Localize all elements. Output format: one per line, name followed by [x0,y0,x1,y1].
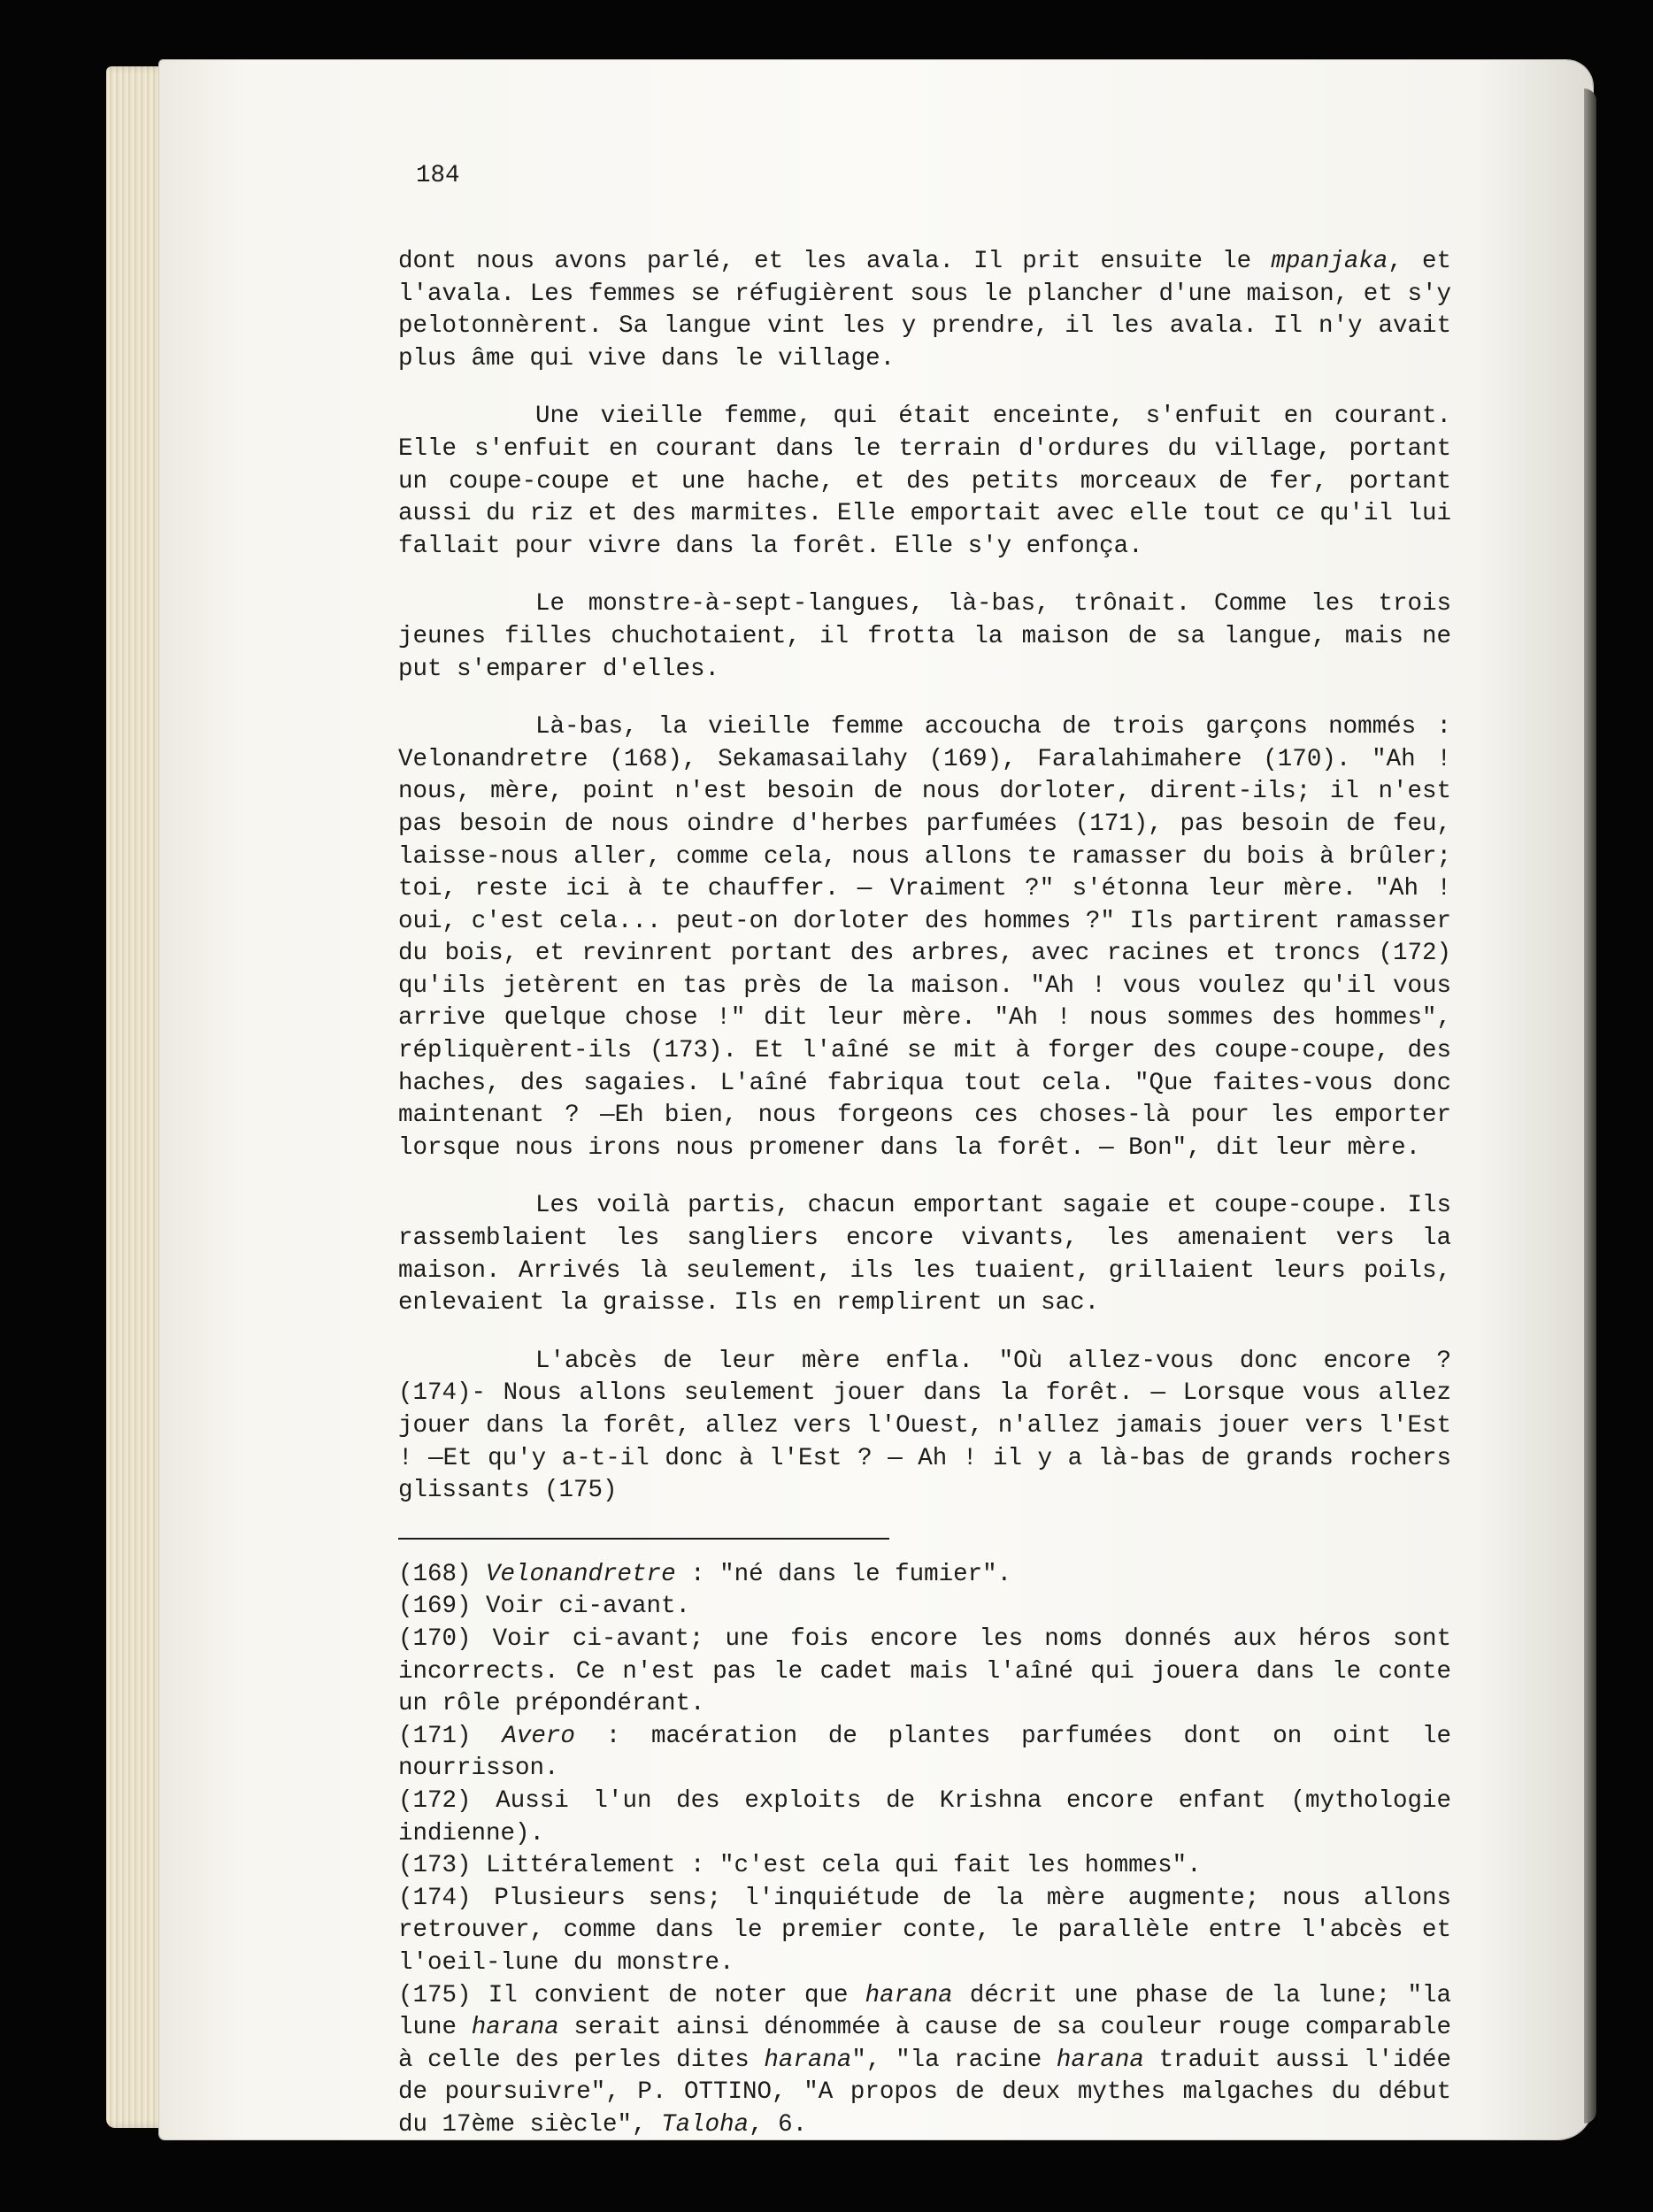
paragraph [398,711,1466,1164]
page-curl-shadow [1584,88,1596,2124]
text-run: traduit aussi l'idée de poursuivre", P. OTTINO, "A propos de deux mythes malgaches du début du 17ème siècle", [398,2046,1466,2139]
text-run: Les voilà partis, chacun emportant sagaie et coupe-coupe. Ils rassemblaient les sangliers encore vivants, les amenaient vers la maison. Arrivés là seulement, ils les tuaient, grillaient leurs poils, enlevaient la graisse. Ils en remplirent un sac. [398,1192,1466,1317]
text-run: serait ainsi dénommée à cause de sa couleur rouge comparable à celle des perles dites [398,2014,1466,2074]
italic-text-run: harana [764,2046,852,2074]
paragraph [398,1190,1466,1319]
italic-text-run: Avero [502,1722,575,1750]
paragraph-list [398,246,1466,1508]
italic-text-run: harana [1056,2046,1144,2074]
paragraph [398,1346,1466,1508]
paragraph [398,588,1466,686]
text-run: ", "la racine [851,2046,1057,2074]
italic-text-run: Velonandretre [486,1560,676,1588]
text-run: (169) Voir ci-avant. [398,1593,691,1621]
text-run: (170) Voir ci-avant; une fois encore les noms donnés aux héros sont incorrects. Ce n'est pas le cadet mais l'aîné qui jouera dans le conte un rôle prépondérant. [398,1624,1466,1718]
footnote-separator [398,1538,889,1540]
text-run: (173) Littéralement : "c'est cela qui fait les hommes". [398,1852,1202,1880]
main-text [398,246,1466,2141]
italic-text-run: harana [865,1981,953,2009]
footnote [398,1786,1466,1850]
text-run: , 6. [749,2110,808,2139]
text-run: : "né dans le fumier". [675,1560,1012,1588]
italic-text-run: Taloha [661,2110,750,2139]
text-run: Le monstre-à-sept-langues, là-bas, trônait. Comme les trois jeunes filles chuchotaient, il frotta la maison de sa langue, mais ne put s'emparer d'elles. [398,590,1466,683]
italic-text-run: harana [471,2014,559,2042]
footnote [398,1980,1466,2142]
footnote [398,1559,1451,1592]
paragraph [398,246,1466,375]
text-run: (174) Plusieurs sens; l'inquiétude de la mère augmente; nous allons retrouver, comme dans le premier conte, le parallèle entre l'abcès et l'oeil-lune du monstre. [398,1884,1466,1977]
text-run: Là-bas, la vieille femme accoucha de trois garçons nommés : Velonandretre (168), Sekamasailahy (169), Faralahimahere (170). "Ah ! nous, mère, point n'est besoin de nous dorloter, dirent-ils; il n'est pas besoin de nous oindre d'herbes parfumées (171), pas besoin de feu, laisse-nous aller, comme cela, nous allons te ramasser du bois à brûler; toi, reste ici à te chauffer. — Vraiment ?" s'étonna leur mère. "Ah ! oui, c'est cela... peut-on dorloter des hommes ?" Ils partirent ramasser du bois, et revinrent portant des arbres, avec racines et troncs (172) qu'ils jetèrent en tas près de la maison. "Ah ! vous voulez qu'il vous arrive quelque chose !" dit leur mère. "Ah ! nous sommes des hommes", répliquèrent-ils (173). Et l'aîné se mit à forger des coupe-coupe, des haches, des sagaies. L'aîné fabriqua tout cela. "Que faites-vous donc maintenant ? —Eh bien, nous forgeons ces choses-là pour les emporter lorsque nous irons nous promener dans la forêt. — Bon", dit leur mère. [398,713,1466,1162]
text-run: L'abcès de leur mère enfla. "Où allez-vous donc encore ? (174)- Nous allons seulement jouer dans la forêt. — Lorsque vous allez jouer dans la forêt, allez vers l'Ouest, n'allez jamais jouer vers l'Est ! —Et qu'y a-t-il donc à l'Est ? — Ah ! il y a là-bas de grands rochers glissants (175) [398,1347,1466,1505]
text-run: (175) Il convient de noter que [398,1981,865,2009]
paragraph [398,401,1466,563]
footnote [398,1624,1466,1721]
footnote-list [398,1559,1466,2142]
footnote [398,1883,1466,1980]
text-run: : macération de plantes parfumées dont on oint le nourrisson. [398,1722,1466,1783]
footnote [398,1850,1451,1883]
text-run: décrit une phase de la lune; "la lune [398,1981,1466,2042]
text-run: (171) [398,1722,503,1750]
footnote [398,1721,1466,1786]
text-run: (168) [398,1560,487,1588]
text-run: , et l'avala. Les femmes se réfugièrent sous le plancher d'une maison, et s'y pelotonnèrent. Sa langue vint les y prendre, il les avala. Il n'y avait plus âme qui vive dans le village. [398,248,1466,373]
italic-text-run: mpanjaka [1271,248,1388,275]
text-run: dont nous avons parlé, et les avala. Il prit ensuite le [398,248,1272,275]
page-number: 184 [416,162,460,189]
text-run: Une vieille femme, qui était enceinte, s'enfuit en courant. Elle s'enfuit en courant dans le terrain d'ordures du village, portant un coupe-coupe et une hache, et des petits morceaux de fer, portant aussi du riz et des marmites. Elle emportait avec elle tout ce qu'il lui fallait pour vivre dans la forêt. Elle s'y enfonça. [398,403,1466,560]
footnote [398,1591,1451,1624]
text-run: (172) Aussi l'un des exploits de Krishna encore enfant (mythologie indienne). [398,1786,1466,1847]
